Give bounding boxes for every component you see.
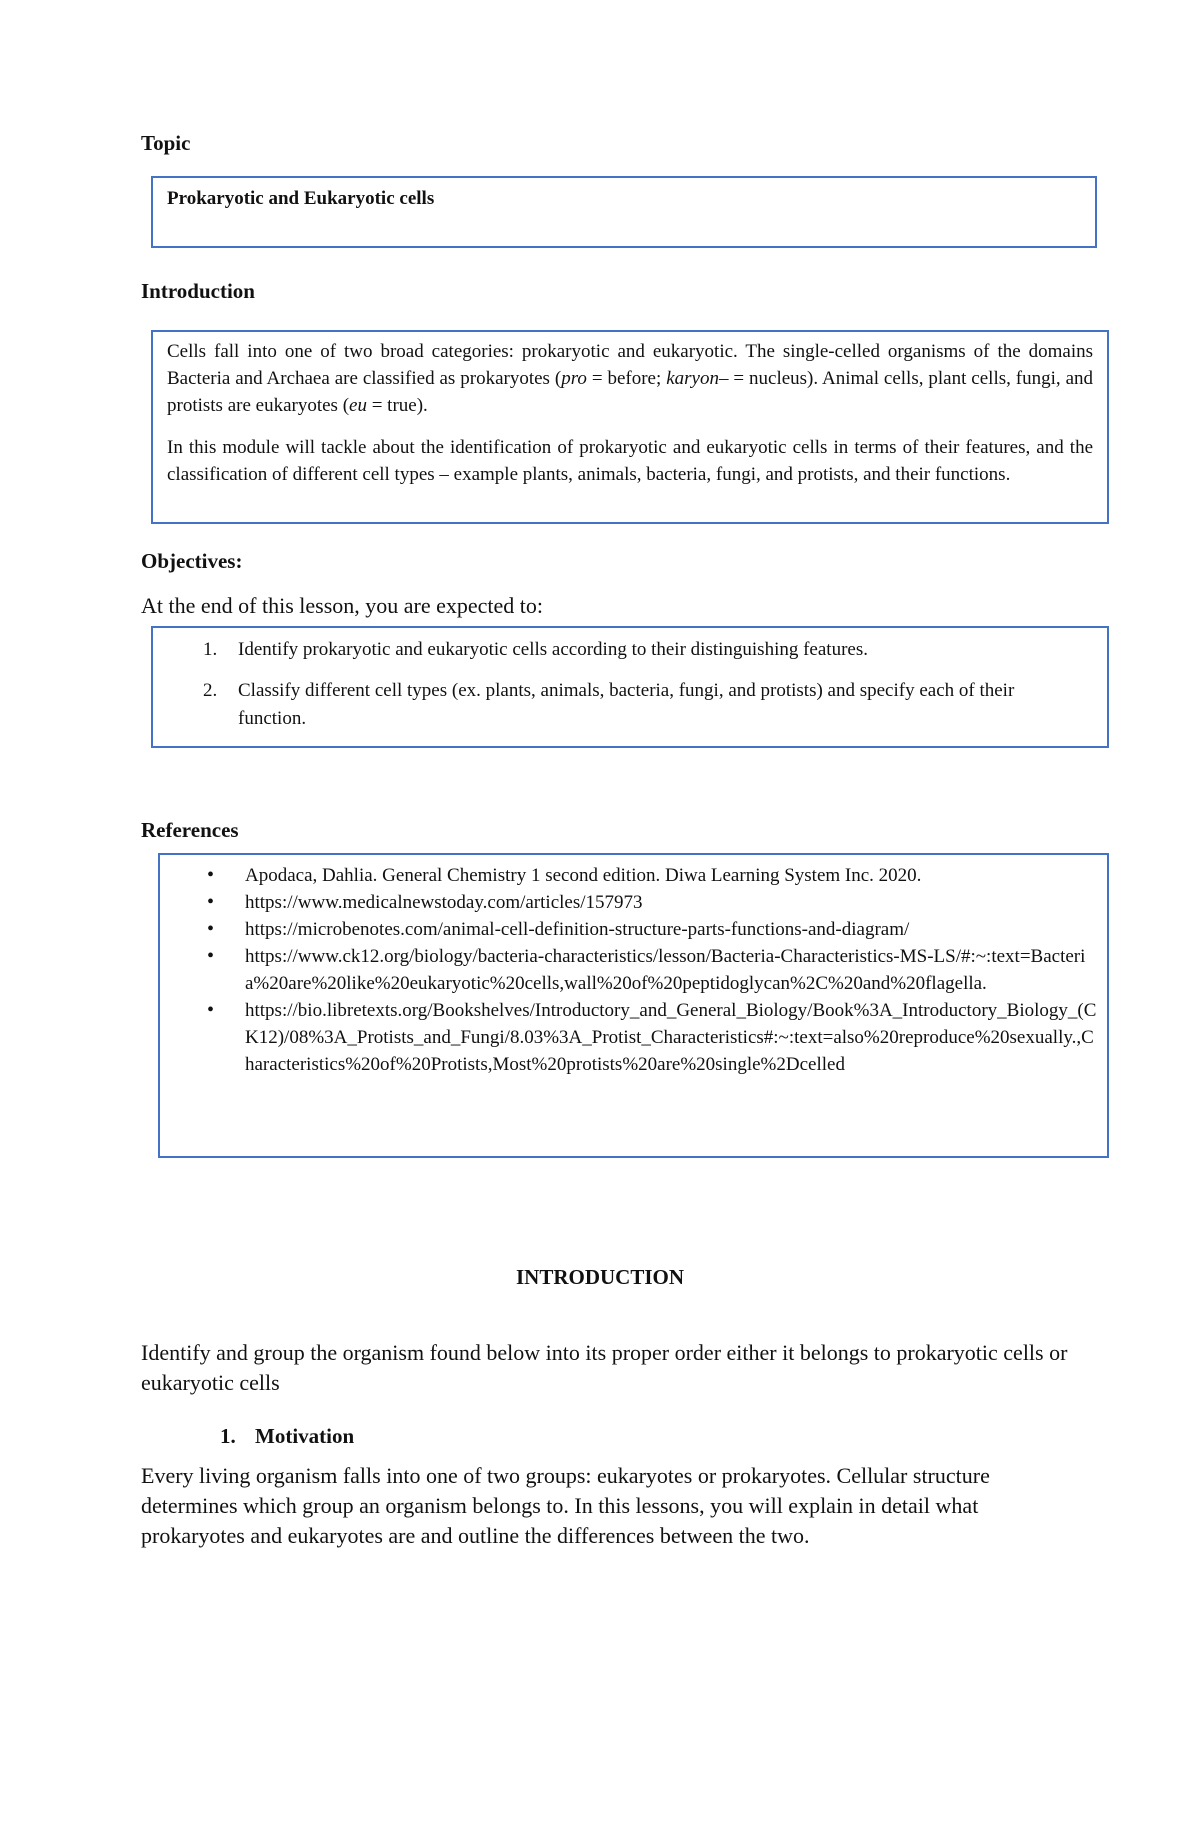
references-heading: References bbox=[141, 818, 239, 842]
italic-term: pro bbox=[561, 368, 587, 389]
text-run: Cells fall into one of two broad categories: prokaryotic and eukaryotic. The single-celled organisms of the domains Bacteria and Archaea are classified as prokaryotes ( bbox=[167, 341, 1093, 389]
objectives-lead: At the end of this lesson, you are expected to: bbox=[141, 593, 544, 618]
references-box bbox=[158, 853, 1109, 1158]
objectives-list bbox=[153, 636, 1083, 733]
main-introduction-heading: INTRODUCTION bbox=[515, 1265, 685, 1289]
objectives-heading: Objectives: bbox=[141, 549, 243, 573]
italic-term: karyon– bbox=[666, 368, 729, 389]
motivation-heading: Motivation bbox=[255, 1424, 355, 1448]
introduction-box bbox=[151, 330, 1109, 524]
objective-number: 2. bbox=[203, 680, 218, 701]
introduction-paragraph-2: In this module will tackle about the identification of prokaryotic and eukaryotic cells in terms of their features, and the classification of different cell types – example plants, animals, bacteria, fungi, and protists, and their functions. bbox=[167, 437, 1093, 485]
instruction-text: Identify and group the organism found below into its proper order either it belongs to prokaryotic cells or eukaryotic cells bbox=[141, 1340, 1068, 1395]
objective-item bbox=[153, 636, 1083, 664]
objective-item bbox=[153, 677, 1083, 733]
italic-term: eu bbox=[349, 395, 367, 416]
text-run: = nucleus). Animal cells, plant cells, fungi, and protists are eukaryotes ( bbox=[167, 368, 1094, 416]
topic-title: Prokaryotic and Eukaryotic cells bbox=[167, 188, 435, 209]
reference-item bbox=[160, 889, 1100, 916]
introduction-heading: Introduction bbox=[141, 279, 255, 303]
bullet-icon: • bbox=[207, 891, 215, 913]
motivation-number: 1. bbox=[220, 1424, 236, 1448]
objective-text: Identify prokaryotic and eukaryotic cells according to their distinguishing features. bbox=[238, 639, 868, 660]
introduction-paragraph-1 bbox=[167, 338, 1093, 419]
bullet-icon: • bbox=[207, 945, 215, 967]
reference-text: https://www.ck12.org/biology/bacteria-characteristics/lesson/Bacteria-Characteristics-MS-LS/#:~:text=Bacteria%20are%20like%20eukaryotic%20cells,wall%20of%20peptidoglycan%2C%20and%20flagella. bbox=[245, 946, 1086, 994]
objective-text: Classify different cell types (ex. plants, animals, bacteria, fungi, and protists) and specify each of their function. bbox=[238, 680, 1015, 729]
topic-heading: Topic bbox=[141, 131, 191, 155]
bullet-icon: • bbox=[207, 864, 215, 886]
reference-text: https://www.medicalnewstoday.com/articles/157973 bbox=[245, 892, 643, 913]
reference-item bbox=[160, 916, 1100, 943]
reference-item bbox=[160, 862, 1100, 889]
reference-text: Apodaca, Dahlia. General Chemistry 1 second edition. Diwa Learning System Inc. 2020. bbox=[245, 865, 922, 886]
topic-box bbox=[151, 176, 1097, 248]
motivation-text: Every living organism falls into one of two groups: eukaryotes or prokaryotes. Cellular structure determines which group an organism belongs to. In this lessons, you will explain in detail what prokaryotes and eukaryotes are and outline the differences between the two. bbox=[141, 1463, 990, 1548]
reference-item bbox=[160, 997, 1100, 1078]
objective-number: 1. bbox=[203, 639, 218, 660]
text-run: = before; bbox=[586, 368, 667, 389]
bullet-icon: • bbox=[207, 918, 215, 940]
references-list bbox=[160, 862, 1100, 1078]
objectives-box bbox=[151, 626, 1109, 748]
bullet-icon: • bbox=[207, 999, 215, 1021]
introduction-text bbox=[167, 338, 1093, 488]
reference-text: https://bio.libretexts.org/Bookshelves/Introductory_and_General_Biology/Book%3A_Introductory_Biology_(CK12)/08%3A_Protists_and_Fungi/8.03%3A_Protist_Characteristics#:~:text=also%20reproduce%20sexually.,Characteristics%20of%20Protists,Most%20protists%20are%20single%2Dcelled bbox=[245, 1000, 1097, 1075]
text-run: = true). bbox=[366, 395, 428, 416]
reference-text: https://microbenotes.com/animal-cell-definition-structure-parts-functions-and-diagram/ bbox=[245, 919, 910, 940]
reference-item bbox=[160, 943, 1100, 997]
